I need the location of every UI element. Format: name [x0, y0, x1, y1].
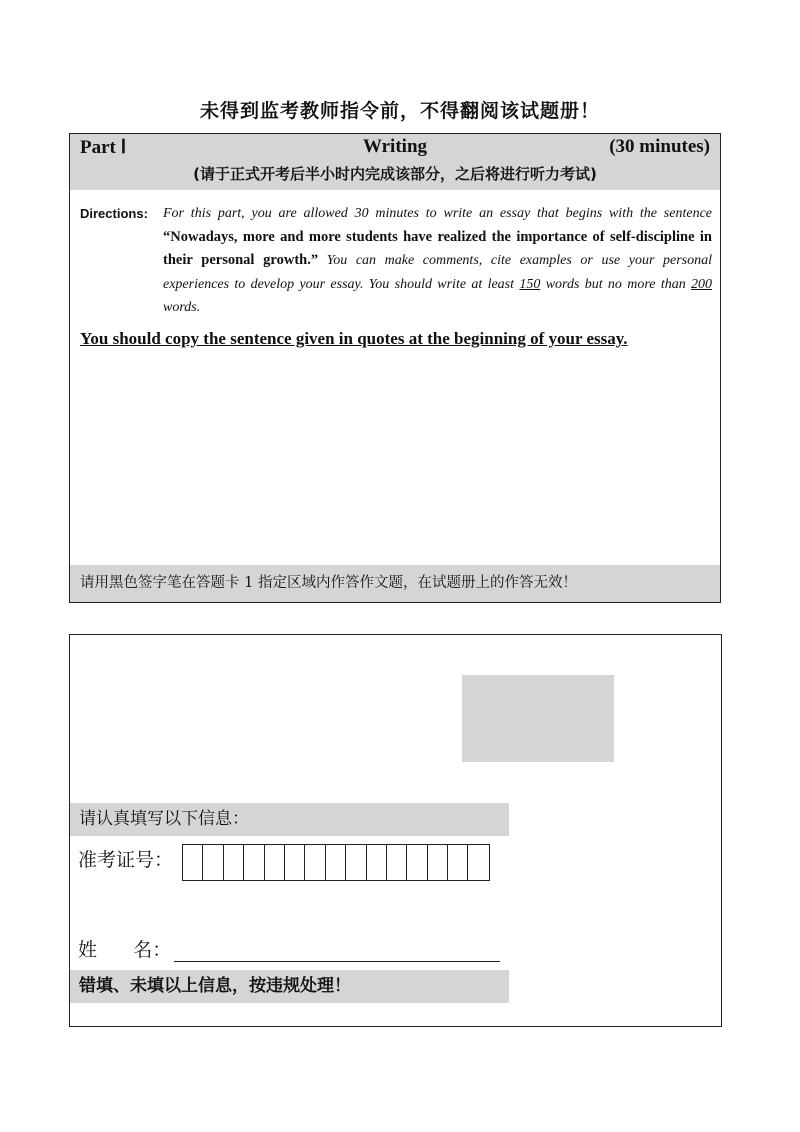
exam-id-label: 准考证号：	[78, 849, 174, 871]
exam-id-digit-box[interactable]	[407, 845, 427, 880]
info-warning: 错填、未填以上信息，按违规处理！	[70, 970, 509, 1003]
directions-label: Directions:	[80, 206, 148, 221]
name-field-line[interactable]	[174, 961, 500, 962]
exam-id-digit-box[interactable]	[265, 845, 285, 880]
directions-text-4: words.	[163, 300, 201, 315]
exam-id-digit-box[interactable]	[468, 845, 488, 880]
exam-id-digit-box[interactable]	[326, 845, 346, 880]
directions-text-1: For this part, you are allowed 30 minutes to write an essay that begins with the sentence	[163, 206, 712, 221]
name-label: 姓 名：	[78, 939, 172, 961]
exam-id-digit-box[interactable]	[285, 845, 305, 880]
exam-id-digit-box[interactable]	[367, 845, 387, 880]
section-header-row	[80, 136, 710, 162]
barcode-area	[462, 675, 614, 762]
essay-opening-sentence: “Nowadays, more and more students have realized the importance of self-discipline in their personal growth.”	[163, 228, 712, 268]
directions-text-3: words but no more than	[545, 276, 686, 292]
directions-block	[80, 202, 712, 320]
exam-id-digit-box[interactable]	[448, 845, 468, 880]
exam-id-digit-box[interactable]	[183, 845, 203, 880]
exam-id-digit-box[interactable]	[346, 845, 366, 880]
info-title: 请认真填写以下信息：	[70, 803, 509, 836]
section-subtitle: (请于正式开考后半小时内完成该部分，之后将进行听力考试)	[193, 165, 597, 183]
candidate-info-section	[69, 634, 722, 1027]
exam-id-digit-box[interactable]	[428, 845, 448, 880]
section-header	[70, 134, 720, 190]
exam-id-digit-box[interactable]	[244, 845, 264, 880]
max-word-count: 200	[691, 276, 713, 292]
part-label: Part Ⅰ	[80, 137, 127, 158]
exam-id-digit-box[interactable]	[224, 845, 244, 880]
copy-instruction: You should copy the sentence given in quotes at the beginning of your essay.	[80, 329, 628, 348]
writing-section	[69, 133, 721, 603]
exam-notice: 未得到监考教师指令前，不得翻阅该试题册！	[199, 100, 600, 122]
section-title: Writing	[362, 136, 428, 157]
directions-text	[163, 202, 712, 320]
time-limit: (30 minutes)	[609, 136, 710, 157]
directions-text-2: You can make comments, cite examples or use your personal experiences to develop your essay. You should write at least	[163, 253, 712, 292]
answer-sheet-note: 请用黑色签字笔在答题卡 1 指定区域内作答作文题，在试题册上的作答无效！	[70, 565, 720, 602]
exam-id-digit-box[interactable]	[203, 845, 223, 880]
min-word-count: 150	[519, 276, 541, 292]
exam-id-digit-box[interactable]	[387, 845, 407, 880]
exam-id-digit-box[interactable]	[305, 845, 325, 880]
exam-id-boxes[interactable]	[182, 844, 490, 881]
